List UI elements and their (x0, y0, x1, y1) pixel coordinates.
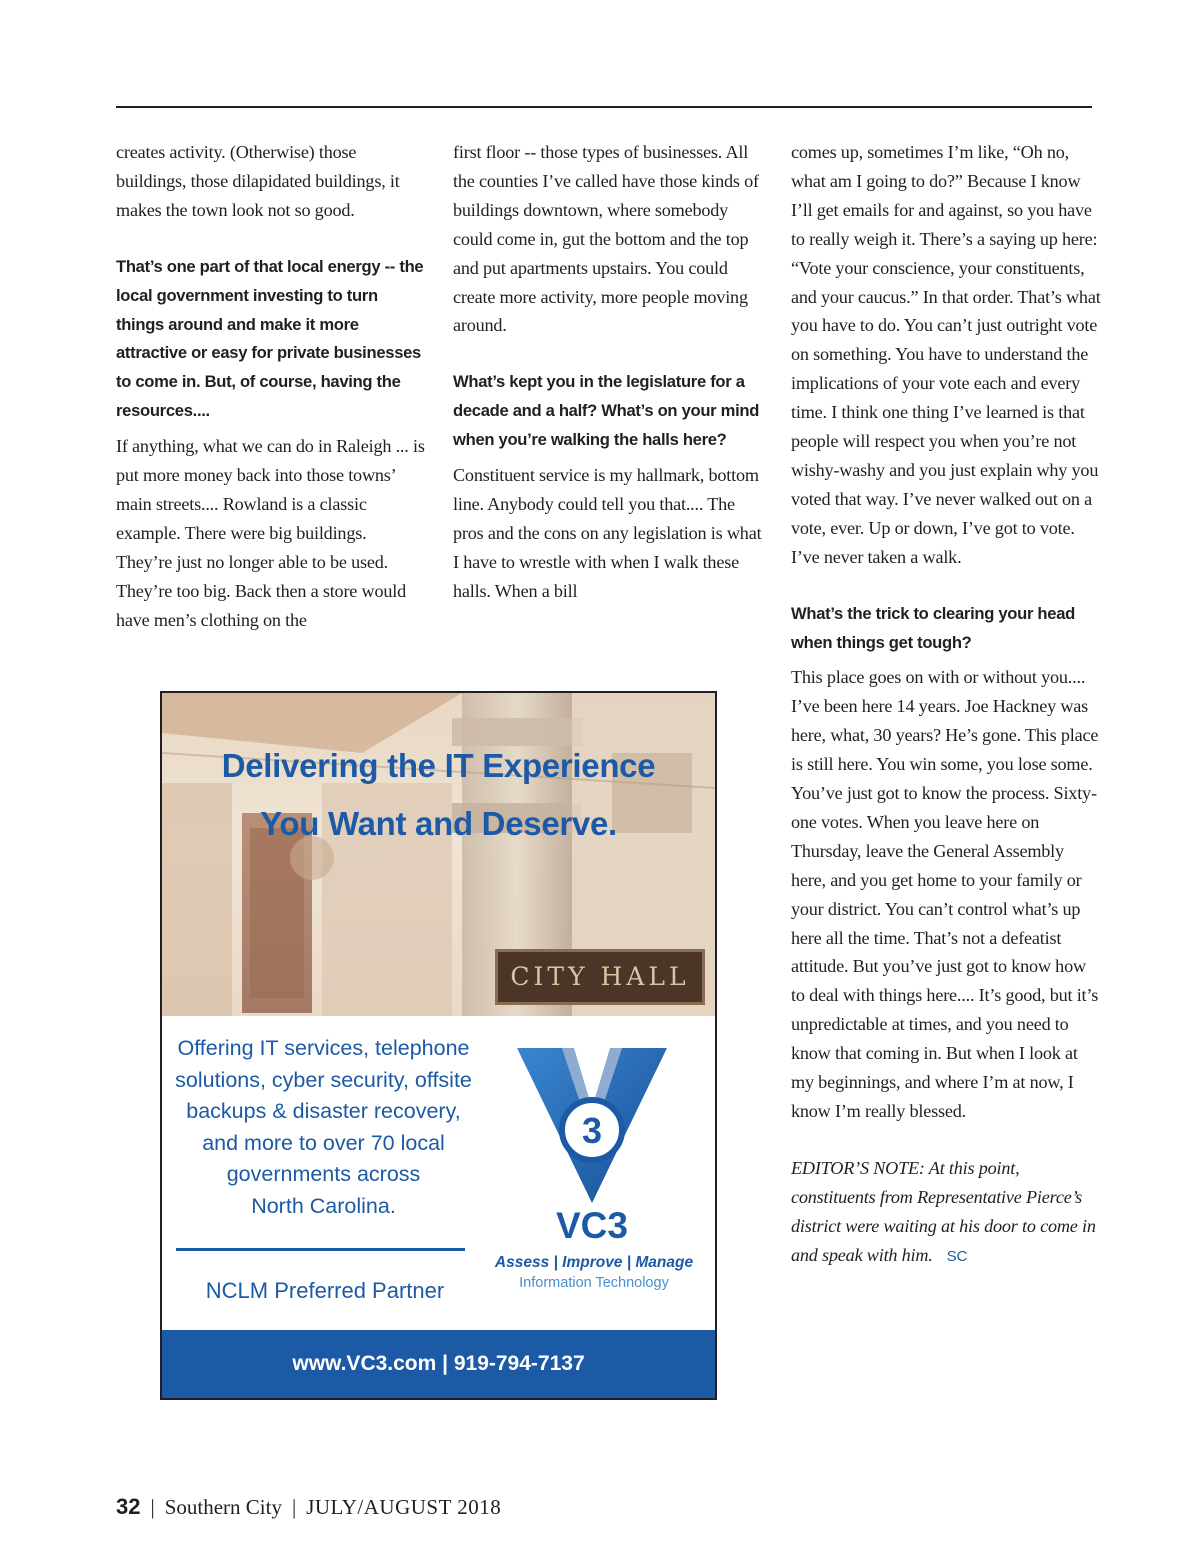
vc3-advertisement[interactable] (160, 691, 717, 1400)
ad-description-line: Offering IT services, telephone (177, 1036, 470, 1060)
paragraph: If anything, what we can do in Raleigh ... is put more money back into those towns’ main streets.... Rowland is a classic example. There were big buildings. They’re just no longer able to be used. They’re too big. Back then a store would have men’s clothing on the (116, 436, 425, 630)
separator: | (150, 1495, 155, 1519)
article-column-3 (791, 138, 1101, 1272)
paragraph: This place goes on with or without you.... I’ve been here 14 years. Joe Hackney was here, what, 30 years? He’s gone. This place is still here. You win some, you lose some. You’ve just got to know the process. Sixty-one votes. When you leave here on Thursday, leave the General Assembly here, and you get home to your family or your district. You can’t control what’s up here all the time. That’s not a defeatist attitude. But you’ve just got to know how to deal with things here.... It’s good, but it’s unpredictable at times, and you need to know that coming in. But when I look at my beginnings, and where I’m at now, I know I’m really blessed. (791, 667, 1099, 1121)
article-column-1 (116, 138, 426, 635)
editors-note (791, 1154, 1101, 1272)
logo-subtitle: Information Technology (519, 1275, 669, 1291)
end-mark: SC (946, 1247, 968, 1265)
separator: | (291, 1495, 297, 1519)
page-footer (116, 1494, 501, 1520)
paragraph: Constituent service is my hallmark, bottom line. Anybody could tell you that.... The pros and the cons on any legislation is what I have to wrestle with when I walk these halls. When a bill (453, 465, 762, 601)
editors-note-text: EDITOR’S NOTE: At this point, constituents from Representative Pierce’s district were waiting at his door to come in and speak with him. (791, 1157, 1096, 1265)
logo-wordmark: VC3 (556, 1205, 628, 1246)
paragraph: first floor -- those types of businesses. All the counties I’ve called have those kinds of buildings downtown, where somebody could come in, gut the bottom and the top and put apartments upstairs. You could create more activity, more people moving around. (453, 142, 759, 336)
ad-description-line: governments across (226, 1162, 421, 1187)
city-hall-photo (162, 693, 715, 1016)
partner-label: NCLM Preferred Partner (205, 1278, 445, 1303)
issue-date: JULY/AUGUST 2018 (306, 1495, 502, 1519)
paragraph: creates activity. (Otherwise) those buildings, those dilapidated buildings, it makes the town look not so good. (116, 142, 400, 220)
article-column-2 (453, 138, 763, 606)
ad-divider (176, 1248, 465, 1251)
interview-question: That’s one part of that local energy -- the local government investing to turn things around and make it more attractive or easy for private businesses to come in. But, of course, having the resources.... (116, 256, 424, 421)
ad-contact-bar[interactable]: www.VC3.com | 919-794-7137 (162, 1330, 715, 1398)
ad-description-line: solutions, cyber security, offsite (175, 1067, 472, 1092)
ad-description-line: North Carolina. (251, 1193, 396, 1218)
interview-question: What’s the trick to clearing your head when things get tough? (791, 603, 1075, 652)
ad-headline-line-2: You Want and Deserve. (260, 805, 617, 842)
interview-question: What’s kept you in the legislature for a decade and a half? What’s on your mind when you’re walking the halls here? (453, 372, 760, 450)
vc3-logo-icon (492, 1038, 712, 1288)
header-rule (116, 106, 1092, 108)
page-number: 32 (116, 1494, 141, 1519)
city-hall-sign: CITY HALL (495, 949, 705, 1005)
logo-number: 3 (581, 1110, 603, 1151)
ad-headline-line-1: Delivering the IT Experience (221, 747, 656, 784)
ad-description (162, 1033, 485, 1223)
paragraph: comes up, sometimes I’m like, “Oh no, what am I going to do?” Because I know I’ll get emails for and against, so you have to really weigh it. There’s a saying up here: “Vote your conscience, your constituents, and your caucus.” In that order. That’s what you have to do. You can’t just outright vote on something. You have to understand the implications of your vote each and every time. I think one thing I’ve learned is that people will respect you when you’re not wishy-washy and you just explain why you voted that way. I’ve never walked out on a vote, ever. Up or down, I’ve got to vote. I’ve never taken a walk. (791, 142, 1101, 567)
ad-description-line: and more to over 70 local (202, 1130, 445, 1155)
ad-description-line: backups & disaster recovery, (186, 1099, 461, 1124)
magazine-title: Southern City (164, 1495, 282, 1519)
logo-tagline: Assess | Improve | Manage (494, 1254, 694, 1271)
